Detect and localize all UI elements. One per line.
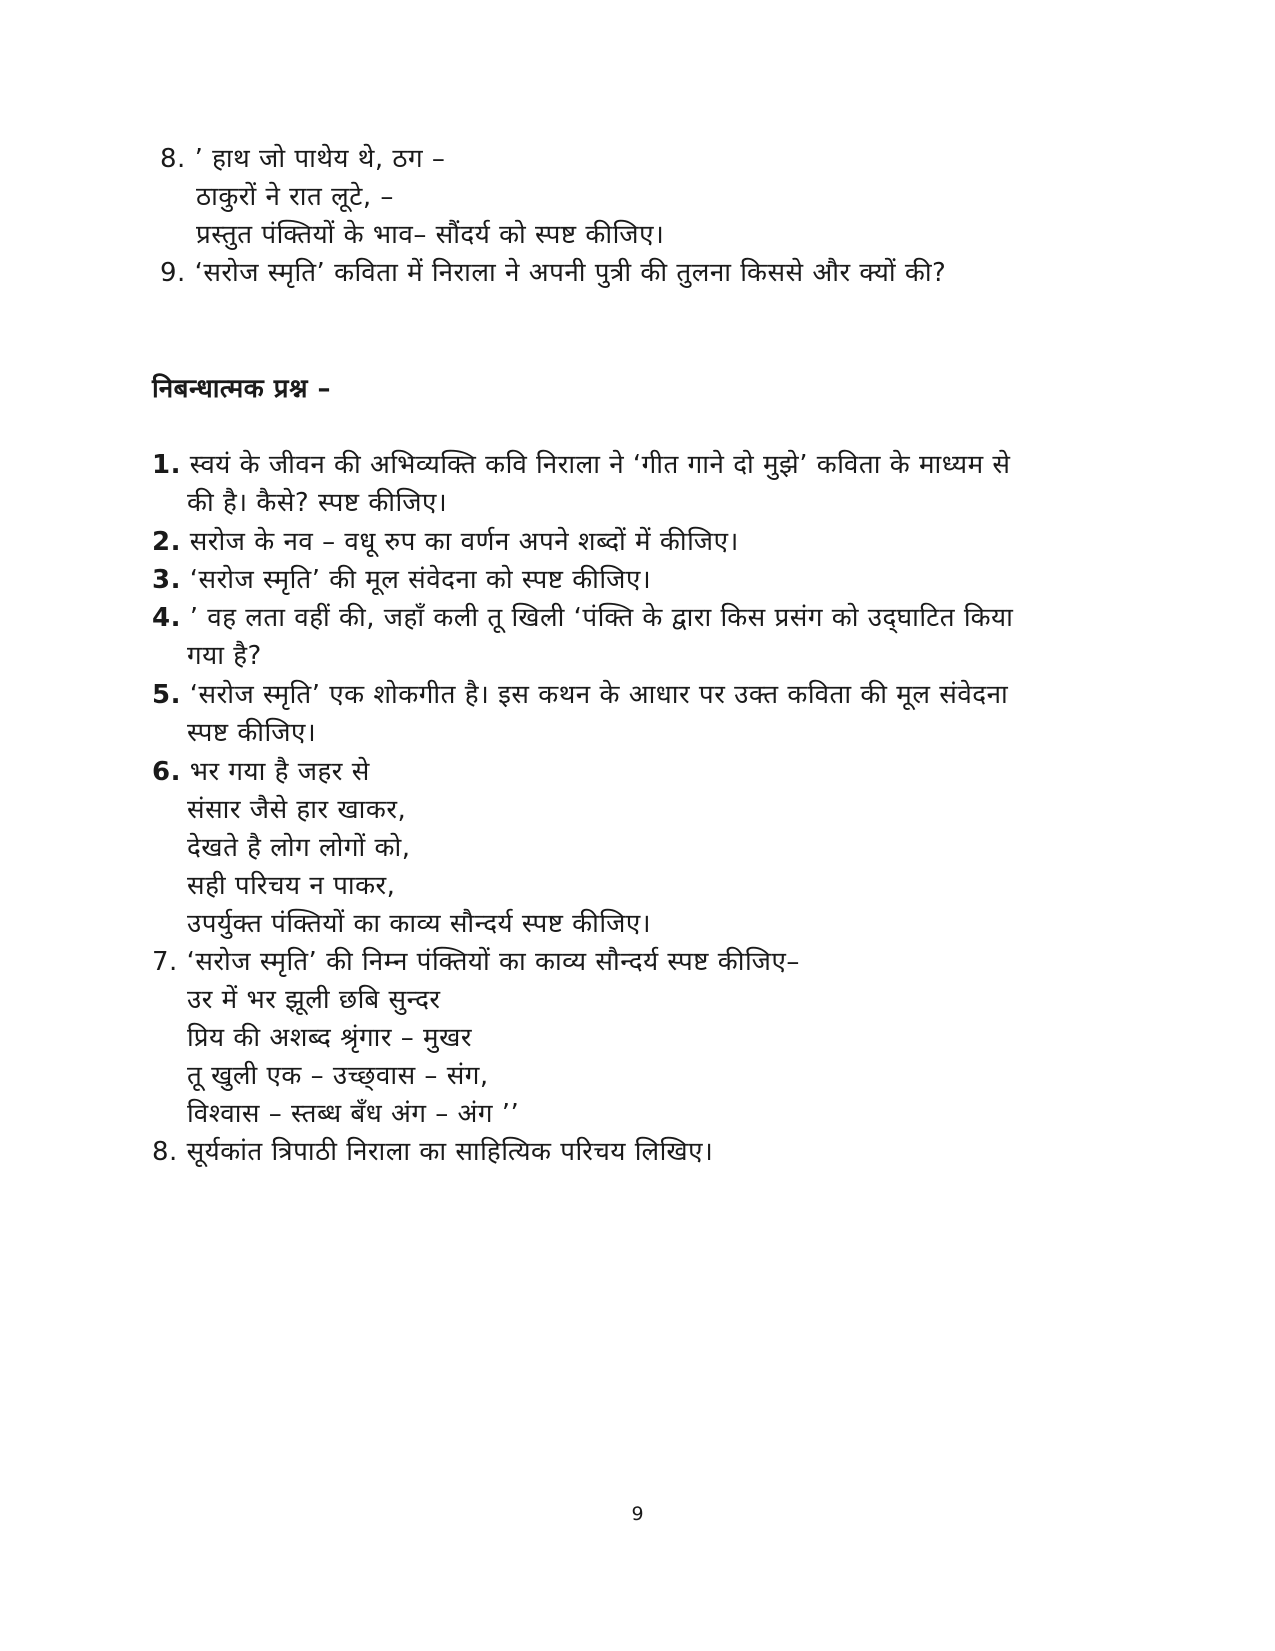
essay-question-1-line-1 xyxy=(152,448,1010,482)
essay-question-6-line-2: संसार जैसे हार खाकर, xyxy=(187,795,407,825)
top-question-9-line-1 xyxy=(160,256,946,290)
essay-question-7-line-3: प्रिय की अशब्द श्रृंगार – मुखर xyxy=(187,1023,473,1053)
question-text: भर गया है जहर से xyxy=(189,757,370,787)
essay-question-7-line-2: उर में भर झूली छबि सुन्दर xyxy=(187,985,441,1015)
essay-question-7-line-4: तू खुली एक – उच्छ्‌वास – संग, xyxy=(187,1061,489,1091)
question-text: ‘सरोज स्मृति’ एक शोकगीत है। इस कथन के आधार पर उक्त कविता की मूल संवेदना xyxy=(189,680,1009,710)
essay-question-8-line-1 xyxy=(152,1135,713,1169)
question-number: 6. xyxy=(152,757,181,787)
question-number: 8. xyxy=(160,144,186,174)
section-heading: निबन्धात्मक प्रश्न – xyxy=(152,374,332,404)
essay-question-4-line-1 xyxy=(152,601,1013,635)
essay-question-6-line-3: देखते है लोग लोगों को, xyxy=(187,833,411,863)
question-text: स्वयं के जीवन की अभिव्यक्ति कवि निराला ने ‘गीत गाने दो मुझे’ कविता के माध्यम से xyxy=(189,450,1011,480)
question-text: ‘सरोज स्मृति’ की मूल संवेदना को स्पष्ट कीजिए। xyxy=(189,565,652,595)
question-number: 8. xyxy=(152,1137,178,1167)
page-number: 9 xyxy=(631,1503,644,1525)
question-text: ‘सरोज स्मृति’ कविता में निराला ने अपनी पुत्री की तुलना किससे और क्यों की? xyxy=(194,258,947,288)
top-question-8-line-1 xyxy=(160,142,445,176)
question-number: 3. xyxy=(152,565,181,595)
top-question-8-line-2: ठाकुरों ने रात लूटे, – xyxy=(196,182,394,212)
essay-question-7-line-5: विश्वास – स्तब्ध बँध अंग – अंग ’’ xyxy=(187,1099,520,1129)
question-number: 9. xyxy=(160,258,186,288)
top-question-8-line-3: प्रस्तुत पंक्तियों के भाव– सौंदर्य को स्पष्ट कीजिए। xyxy=(196,220,665,250)
question-text: ‘सरोज स्मृति’ की निम्न पंक्तियों का काव्य सौन्दर्य स्पष्ट कीजिए– xyxy=(186,947,800,977)
essay-question-2-line-1 xyxy=(152,525,739,559)
question-number: 4. xyxy=(152,603,181,633)
essay-question-7-line-1 xyxy=(152,945,800,979)
question-text: सरोज के नव – वधू रुप का वर्णन अपने शब्दों में कीजिए। xyxy=(189,527,739,557)
question-text: ’ हाथ जो पाथेय थे, ठग – xyxy=(194,144,446,174)
essay-question-3-line-1 xyxy=(152,563,651,597)
essay-question-1-line-2: की है। कैसे? स्पष्ट कीजिए। xyxy=(187,488,448,518)
essay-question-6-line-1 xyxy=(152,755,370,789)
question-text: सूर्यकांत त्रिपाठी निराला का साहित्यिक परिचय लिखिए। xyxy=(186,1137,714,1167)
essay-question-6-line-4: सही परिचय न पाकर, xyxy=(187,871,396,901)
question-number: 1. xyxy=(152,450,181,480)
question-number: 2. xyxy=(152,527,181,557)
essay-question-4-line-2: गया है? xyxy=(187,641,262,671)
essay-question-6-line-5: उपर्युक्त पंक्तियों का काव्य सौन्दर्य स्पष्ट कीजिए। xyxy=(187,909,652,939)
question-number: 7. xyxy=(152,947,178,977)
question-number: 5. xyxy=(152,680,181,710)
essay-question-5-line-1 xyxy=(152,678,1008,712)
essay-question-5-line-2: स्पष्ट कीजिए। xyxy=(187,718,317,748)
question-text: ’ वह लता वहीं की, जहाँ कली तू खिली ‘पंक्ति के द्वारा किस प्रसंग को उद्‌घाटित किया xyxy=(189,603,1014,633)
